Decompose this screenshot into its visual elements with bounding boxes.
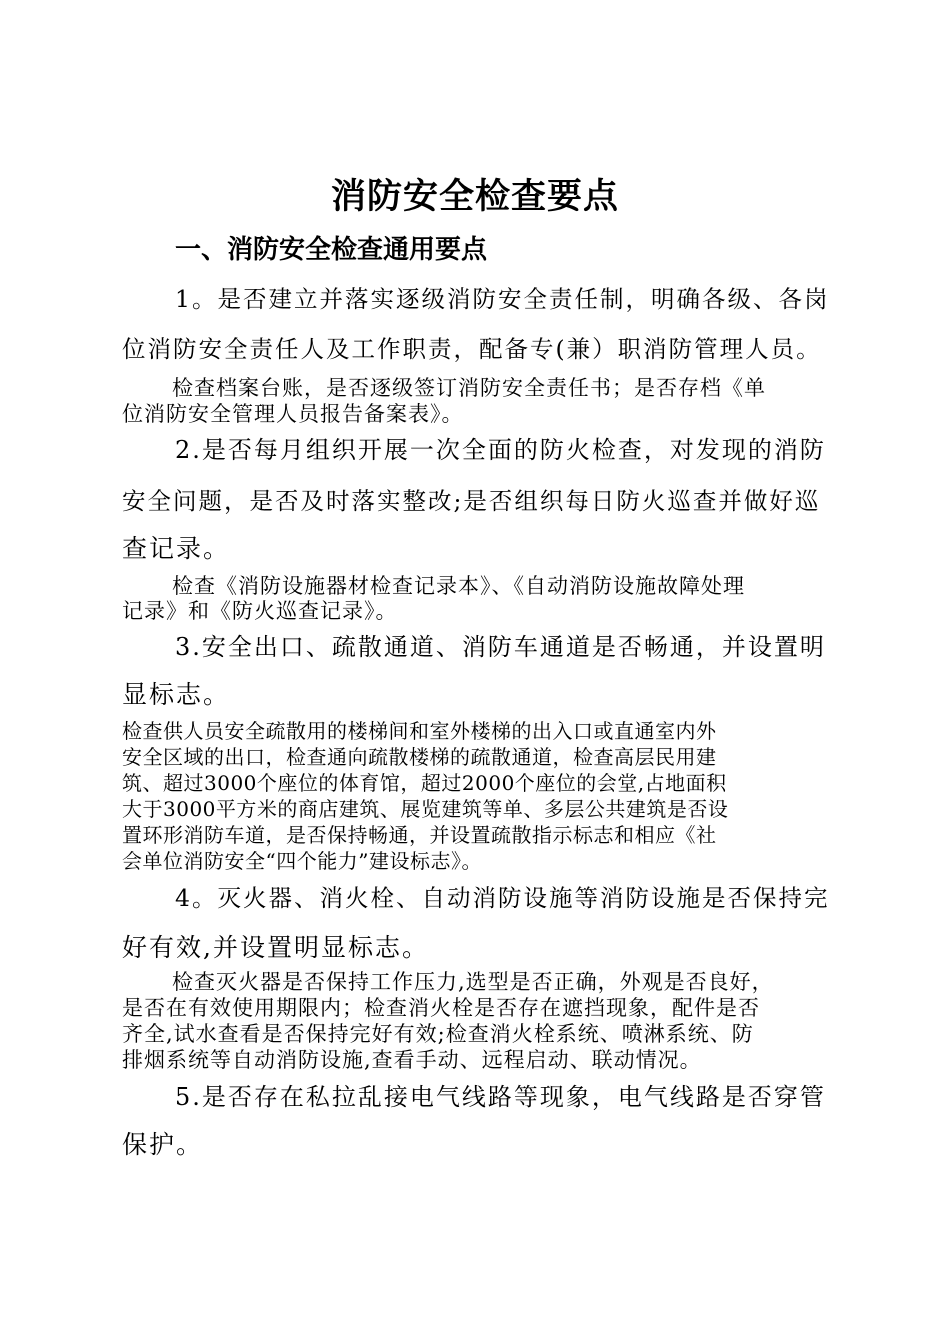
item-5-line-2: 保护。	[122, 1130, 204, 1159]
item-1-line-2: 位消防安全责任人及工作职责，配备专(兼）职消防管理人员。	[122, 335, 822, 363]
item-4-line-1: 4。灭火器、消火栓、自动消防设施等消防设施是否保持完	[175, 884, 830, 912]
item-4-line-2: 好有效,并设置明显标志。	[122, 933, 429, 962]
item-3-check-line-4: 大于3000平方米的商店建筑、展览建筑等单、多层公共建筑是否设	[122, 797, 729, 821]
item-5-line-1: 5.是否存在私拉乱接电气线路等现象，电气线路是否穿管	[175, 1083, 826, 1111]
section-heading: 一、消防安全检查通用要点	[175, 235, 488, 265]
document-title: 消防安全检查要点	[330, 176, 619, 217]
item-4-check-line-4: 排烟系统等自动消防设施,查看手动、远程启动、联动情况。	[122, 1048, 702, 1072]
item-3-check-line-5: 置环形消防车道，是否保持畅通，并设置疏散指示标志和相应《社	[122, 823, 717, 847]
item-4-check-line-2: 是否在有效使用期限内；检查消火栓是否存在遮挡现象，配件是否	[122, 996, 760, 1020]
item-4-check-line-1: 检查灭火器是否保持工作压力,选型是否正确，外观是否良好，	[172, 970, 774, 994]
item-1-check-line-2: 位消防安全管理人员报告备案表》。	[122, 402, 464, 426]
item-3-line-2: 显标志。	[122, 680, 231, 709]
item-3-check-line-1: 检查供人员安全疏散用的楼梯间和室外楼梯的出入口或直通室内外	[122, 719, 717, 743]
item-2-line-1: 2.是否每月组织开展一次全面的防火检查，对发现的消防	[175, 436, 826, 464]
item-1-line-1: 1。是否建立并落实逐级消防安全责任制，明确各级、各岗	[175, 285, 830, 313]
item-2-check-line-2: 记录》和《防火巡查记录》。	[122, 599, 398, 623]
item-3-check-line-2: 安全区域的出口，检查通向疏散楼梯的疏散通道，检查高层民用建	[122, 745, 717, 769]
item-2-line-2: 安全问题，是否及时落实整改;是否组织每日防火巡查并做好巡	[122, 487, 821, 515]
item-1-check-line-1: 检查档案台账，是否逐级签订消防安全责任书；是否存档《单	[172, 376, 766, 400]
item-2-check-line-1: 检查《消防设施器材检查记录本》、《自动消防设施故障处理	[172, 574, 745, 598]
item-3-check-line-3: 筑、超过3000个座位的体育馆，超过2000个座位的会堂,占地面积	[122, 771, 727, 795]
item-3-check-line-6: 会单位消防安全“四个能力”建设标志》。	[122, 849, 482, 873]
item-4-check-line-3: 齐全,试水查看是否保持完好有效;检查消火栓系统、喷淋系统、防	[122, 1022, 754, 1046]
item-2-line-3: 查记录。	[122, 534, 231, 563]
item-3-line-1: 3.安全出口、疏散通道、消防车通道是否畅通，并设置明	[175, 633, 826, 661]
